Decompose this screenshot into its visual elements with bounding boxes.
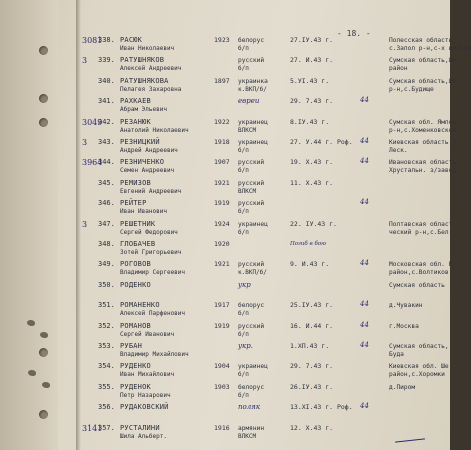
- given-names: Андрей Андреевич: [120, 147, 178, 154]
- date: 9. И.43 г.: [290, 260, 330, 269]
- date: 27. У.44 г. Роф.: [290, 138, 353, 146]
- record-row: [0, 363, 450, 383]
- party-status: б/п: [238, 371, 249, 379]
- record-number: 339.: [98, 56, 115, 65]
- surname: РАТУШНЯКОВА: [120, 76, 169, 85]
- record-row: [0, 282, 450, 302]
- party-status: к.ВКП/б/: [238, 269, 267, 277]
- date: 11. Х.43 г.: [290, 178, 334, 187]
- place-detail: ческий р-н,с.Бел: [389, 228, 449, 236]
- handwritten-check: 44: [360, 259, 369, 268]
- record-row: [0, 36, 471, 57]
- handwritten-note: Погиб в бою: [290, 241, 326, 247]
- record-row: [0, 200, 450, 220]
- handwritten-check: 44: [360, 300, 369, 309]
- given-names: Сергей Федорович: [120, 228, 178, 236]
- place: Киевская обл. Ше: [389, 363, 449, 371]
- date: 26.IУ.43 г.: [290, 382, 334, 391]
- place: д.Чувакин: [389, 302, 423, 310]
- given-names: Петр Назарович: [120, 391, 171, 399]
- birth-year: 1919: [214, 321, 230, 330]
- record-number: 344.: [98, 158, 115, 167]
- place: Киевская область,с.: [389, 139, 460, 146]
- place: г.Москва: [389, 322, 419, 330]
- record-row: [0, 137, 460, 159]
- birth-year: 1919: [214, 199, 230, 208]
- surname: ГЛОБАЧЕВ: [120, 240, 156, 248]
- record-row: [0, 320, 450, 343]
- record-number: 356.: [98, 403, 115, 412]
- birth-year: 1916: [214, 423, 230, 432]
- place-detail: район: [389, 65, 408, 73]
- nationality: поляк: [238, 403, 260, 412]
- given-names: Алексей Парфенович: [120, 310, 186, 318]
- record-number: 343.: [98, 138, 115, 146]
- handwritten-check: 44: [360, 96, 369, 105]
- record-number: 354.: [98, 362, 115, 371]
- nationality: украинец: [238, 363, 268, 371]
- record-row: [0, 219, 453, 241]
- nationality: русский: [238, 179, 265, 187]
- date: 27. И.43 г.: [290, 56, 334, 65]
- place-detail: Хрустальн. з/завод: [389, 167, 457, 175]
- given-names: Анатолий Николаевич: [120, 126, 189, 134]
- birth-year: 1921: [214, 260, 230, 269]
- place-detail: район,с.Хоромки: [389, 371, 445, 379]
- handwritten-archive-number: 3: [82, 138, 88, 147]
- birth-year: 1921: [214, 178, 230, 187]
- surname: РУДАКОВСКИЙ: [120, 403, 169, 412]
- handwritten-archive-number: 3141: [82, 423, 103, 433]
- record-row: [0, 56, 457, 77]
- party-status: ВЛКСМ: [238, 432, 257, 440]
- party-status: б/п: [238, 310, 249, 318]
- given-names: Иван Михайлович: [120, 371, 175, 379]
- birth-year: 1917: [214, 301, 230, 310]
- date: 5.УI.43 г.: [290, 76, 330, 85]
- place-detail: Леск.: [389, 147, 408, 154]
- place: Московская обл. Е: [389, 261, 453, 269]
- birth-year: 1924: [214, 219, 230, 228]
- record-number: 355.: [98, 382, 115, 391]
- record-row: [0, 259, 453, 281]
- given-names: Абрам Эльевич: [120, 106, 167, 114]
- record-row: [0, 241, 450, 261]
- given-names: Иван Иванович: [120, 208, 167, 216]
- surname: РЕЗНИЦКИЙ: [120, 138, 160, 146]
- record-number: 349.: [98, 260, 115, 269]
- surname: РУБАН: [120, 342, 143, 350]
- handwritten-check: 44: [360, 157, 369, 166]
- date: 8.IУ.43 г.: [290, 117, 330, 126]
- party-status: б/п: [238, 391, 249, 399]
- record-row: [0, 117, 460, 139]
- birth-year: 1923: [214, 36, 230, 44]
- date: 27.IУ.43 г.: [290, 36, 334, 44]
- party-status: б/п: [238, 208, 249, 216]
- surname: РЕЗНИЧЕНКО: [120, 158, 165, 167]
- surname: РЕШЕТНИК: [120, 219, 156, 228]
- nationality: укр.: [238, 342, 253, 350]
- nationality: укр: [238, 280, 251, 289]
- place-detail: район,с.Волтиков: [389, 269, 449, 277]
- place: Сумская область: [389, 281, 445, 289]
- record-number: 341.: [98, 97, 115, 106]
- record-number: 342.: [98, 117, 115, 126]
- date: 13.ХI.43 г. Роф.: [290, 403, 353, 412]
- record-number: 347.: [98, 219, 115, 228]
- record-number: 352.: [98, 321, 115, 330]
- given-names: Шила Альберт.: [120, 432, 167, 440]
- nationality: русский: [238, 159, 265, 167]
- birth-year: 1920: [214, 240, 230, 248]
- handwritten-archive-number: 3964: [82, 158, 103, 168]
- party-status: б/п: [238, 330, 249, 338]
- surname: РЕЗАНЮК: [120, 117, 151, 126]
- given-names: Зотей Григорьевич: [120, 249, 182, 256]
- surname: РУДЕНОК: [120, 382, 151, 391]
- record-row: [0, 98, 450, 118]
- handwritten-check: 44: [360, 198, 369, 207]
- handwritten-archive-number: 3: [82, 219, 88, 229]
- record-number: 346.: [98, 199, 115, 208]
- surname: РОГОВОВ: [120, 260, 151, 269]
- nationality: армянин: [238, 424, 265, 432]
- place: Полтавская област: [389, 220, 453, 228]
- birth-year: 1918: [214, 138, 230, 146]
- party-status: б/п: [238, 167, 249, 175]
- record-number: 338.: [98, 36, 115, 44]
- place: д.Пиром: [389, 383, 416, 391]
- nationality: евреи: [238, 97, 260, 106]
- place: Сумская область,: [389, 343, 449, 350]
- place: Сумская обл. Ямпол.: [389, 118, 460, 126]
- handwritten-check: 44: [360, 341, 369, 349]
- surname: РЕМИЗОВ: [120, 178, 151, 187]
- nationality: украинец: [238, 118, 268, 126]
- party-status: б/п: [238, 147, 249, 154]
- party-status: б/п: [238, 228, 249, 236]
- record-row: [0, 343, 450, 363]
- given-names: Иван Николаевич: [120, 45, 175, 52]
- record-number: 345.: [98, 178, 115, 187]
- surname: РУДЕНКО: [120, 362, 151, 371]
- party-status: б/п: [238, 45, 249, 52]
- surname: РАХКАЕВ: [120, 97, 151, 106]
- place: Полесская область,: [389, 37, 457, 44]
- surname: РОДЕНКО: [120, 280, 151, 289]
- given-names: Алексей Андреевич: [120, 65, 182, 73]
- nationality: русский: [238, 200, 265, 208]
- place: Ивановская область: [389, 159, 457, 167]
- place-detail: Буда: [389, 351, 404, 358]
- surname: РАТУШНЯКОВ: [120, 56, 165, 65]
- nationality: украинка: [238, 77, 268, 85]
- record-row: [0, 180, 450, 200]
- page-number: - 18. -: [337, 29, 371, 38]
- surname: РУСТАЛИНИ: [120, 423, 160, 432]
- record-row: [0, 404, 450, 424]
- record-row: [0, 157, 457, 179]
- handwritten-check: 44: [360, 137, 369, 145]
- nationality: белорус: [238, 383, 265, 391]
- nationality: украинец: [238, 220, 268, 228]
- given-names: Пелагея Захаровна: [120, 85, 182, 93]
- surname: РЕЙТЕР: [120, 199, 147, 208]
- place-detail: р-н,с.Будище: [389, 85, 434, 93]
- given-names: Семен Андреевич: [120, 167, 175, 175]
- date: 25.IУ.43 г.: [290, 301, 334, 310]
- given-names: Евгений Андреевич: [120, 187, 182, 195]
- birth-year: 1897: [214, 76, 230, 85]
- party-status: ВЛКСМ: [238, 187, 257, 195]
- party-status: б/п: [238, 65, 249, 73]
- record-row: [0, 384, 450, 404]
- birth-year: 1904: [214, 362, 230, 371]
- surname: РОМАНОВ: [120, 321, 151, 330]
- place-detail: с.Запол р-н,с-х им.Бел: [389, 45, 471, 52]
- given-names: Владимир Сергеевич: [120, 269, 186, 277]
- nationality: русский: [238, 322, 265, 330]
- place: Сумская область,Ше: [389, 77, 457, 85]
- date: 16. И.44 г.: [290, 321, 334, 330]
- party-status: к.ВКП/б/: [238, 85, 267, 93]
- record-number: 348.: [98, 240, 115, 248]
- given-names: Сергей Иванович: [120, 330, 175, 338]
- party-status: ВЛКСМ: [238, 126, 257, 134]
- record-number: 353.: [98, 342, 115, 350]
- date: 22. IУ.43 г.: [290, 219, 337, 228]
- birth-year: 1907: [214, 158, 230, 167]
- date: 29. 7.43 г.: [290, 362, 334, 371]
- nationality: белорус: [238, 37, 265, 44]
- handwritten-archive-number: 3049: [82, 117, 103, 127]
- record-number: 351.: [98, 301, 115, 310]
- birth-year: 1922: [214, 117, 230, 126]
- date: 1.ХП.43 г.: [290, 342, 330, 350]
- date: 12. Х.43 г.: [290, 423, 334, 432]
- nationality: украинец: [238, 139, 268, 146]
- record-row: [0, 425, 450, 445]
- nationality: русский: [238, 261, 265, 269]
- place: Сумская область,Ше: [389, 57, 457, 65]
- date: 29. 7.43 г.: [290, 97, 334, 106]
- surname: РАСЮК: [120, 36, 143, 44]
- date: 19. Х.43 г.: [290, 158, 334, 167]
- record-number: 357.: [98, 423, 115, 432]
- surname: РОМАНЕНКО: [120, 301, 160, 310]
- record-number: 340.: [98, 76, 115, 85]
- birth-year: 1903: [214, 382, 230, 391]
- given-names: Владимир Михайлович: [120, 351, 189, 358]
- record-number: 350.: [98, 280, 115, 289]
- record-row: [0, 302, 450, 322]
- handwritten-archive-number: 3: [82, 56, 88, 66]
- handwritten-check: 44: [360, 402, 369, 411]
- record-row: [0, 76, 457, 98]
- nationality: белорус: [238, 302, 265, 310]
- handwritten-archive-number: 3081: [82, 36, 103, 45]
- place-detail: р-н,с.Хоменковское: [389, 126, 457, 134]
- nationality: русский: [238, 57, 265, 65]
- handwritten-check: 44: [360, 320, 369, 329]
